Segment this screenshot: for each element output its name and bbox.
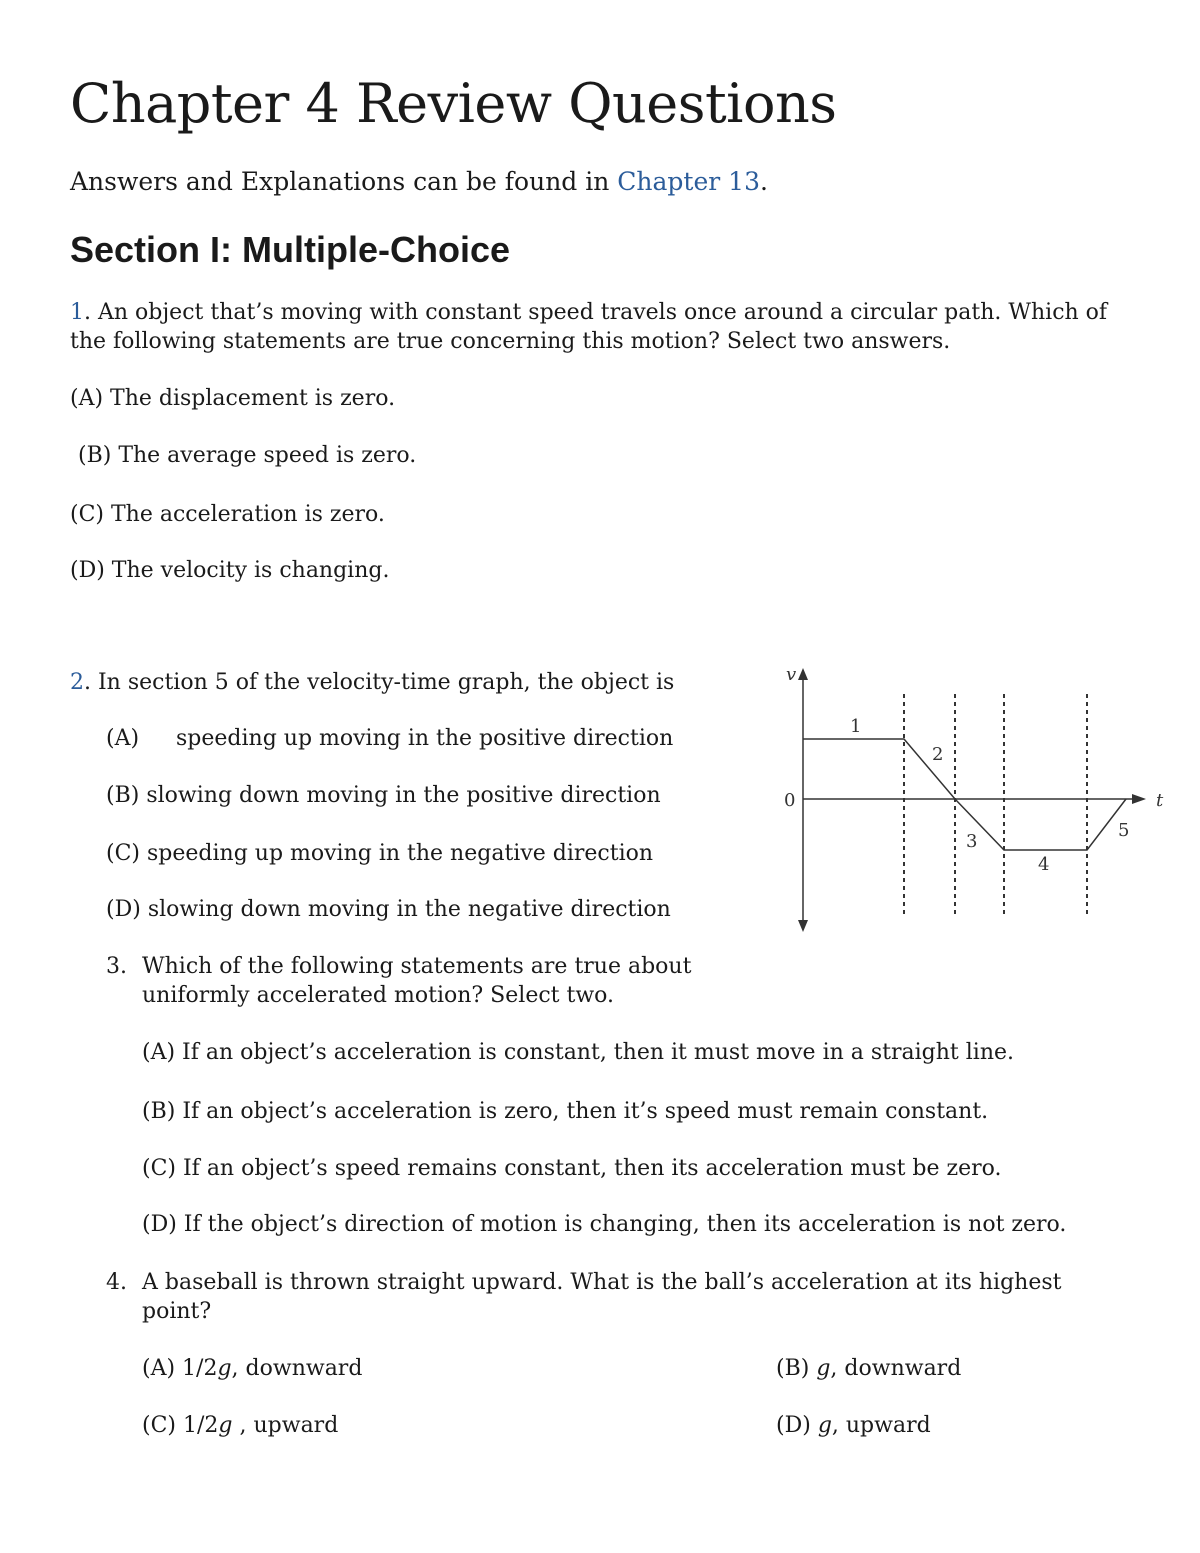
v-axis-arrow: [798, 668, 808, 680]
answers-note: Answers and Explanations can be found in Chapter 13.: [70, 167, 768, 196]
question-2-text: . In section 5 of the velocity-time graph, the object is: [84, 670, 675, 695]
v-axis-label: v: [786, 664, 797, 685]
q4-option-c: (C) 1/2g , upward: [142, 1413, 339, 1438]
q1-option-c: (C) The acceleration is zero.: [70, 502, 385, 527]
q4-option-a: (A) 1/2g, downward: [142, 1356, 363, 1381]
q2-option-c: (C) speeding up moving in the negative direction: [106, 841, 654, 866]
question-2: [70, 668, 674, 697]
page-title: Chapter 4 Review Questions: [70, 72, 837, 135]
q3-option-b: (B) If an object’s acceleration is zero, then it’s speed must remain constant.: [142, 1099, 989, 1124]
v-axis-arrow-down: [798, 920, 808, 932]
answers-note-text: Answers and Explanations can be found in: [70, 167, 618, 196]
question-1: [70, 298, 1130, 356]
q1-option-d: (D) The velocity is changing.: [70, 558, 390, 583]
question-2-number: 2: [70, 670, 84, 695]
question-1-number: 1: [70, 300, 84, 325]
section-heading: Section I: Multiple-Choice: [70, 229, 511, 270]
q3-option-a: (A) If an object’s acceleration is constant, then it must move in a straight line.: [142, 1040, 1015, 1065]
q4-option-d: (D) g, upward: [776, 1413, 931, 1438]
t-axis-arrow: [1132, 794, 1146, 804]
origin-label: 0: [784, 790, 796, 811]
q2-option-a: (A) speeding up moving in the positive direction: [106, 726, 674, 751]
section-label-2: 2: [932, 744, 944, 765]
section-label-3: 3: [966, 831, 978, 852]
q2-option-d: (D) slowing down moving in the negative direction: [106, 897, 671, 922]
q1-option-a: (A) The displacement is zero.: [70, 386, 396, 411]
question-3-text: Which of the following statements are true about uniformly accelerated motion? Select two.: [142, 954, 692, 1008]
velocity-curve: [803, 739, 1126, 850]
velocity-time-graph: [770, 660, 1170, 940]
q3-option-d: (D) If the object’s direction of motion is changing, then its acceleration is not zero.: [142, 1212, 1067, 1237]
section-label-1: 1: [850, 716, 862, 737]
question-1-text: . An object that’s moving with constant speed travels once around a circular path. Which of the following statements are true concerning this motion? Select two answers.: [70, 300, 1108, 354]
question-4-number: 4.: [106, 1270, 127, 1295]
q1-option-b: (B) The average speed is zero.: [78, 443, 417, 468]
q3-option-c: (C) If an object’s speed remains constant, then its acceleration must be zero.: [142, 1156, 1002, 1181]
q4-option-b: (B) g, downward: [776, 1356, 962, 1381]
chapter-13-link[interactable]: Chapter 13: [617, 167, 760, 196]
question-4-text: A baseball is thrown straight upward. What is the ball’s acceleration at its highest point?: [142, 1270, 1062, 1324]
q2-option-b: (B) slowing down moving in the positive direction: [106, 783, 661, 808]
section-label-5: 5: [1118, 820, 1130, 841]
section-label-4: 4: [1038, 854, 1050, 875]
question-3-number: 3.: [106, 954, 127, 979]
t-axis-label: t: [1156, 790, 1164, 811]
